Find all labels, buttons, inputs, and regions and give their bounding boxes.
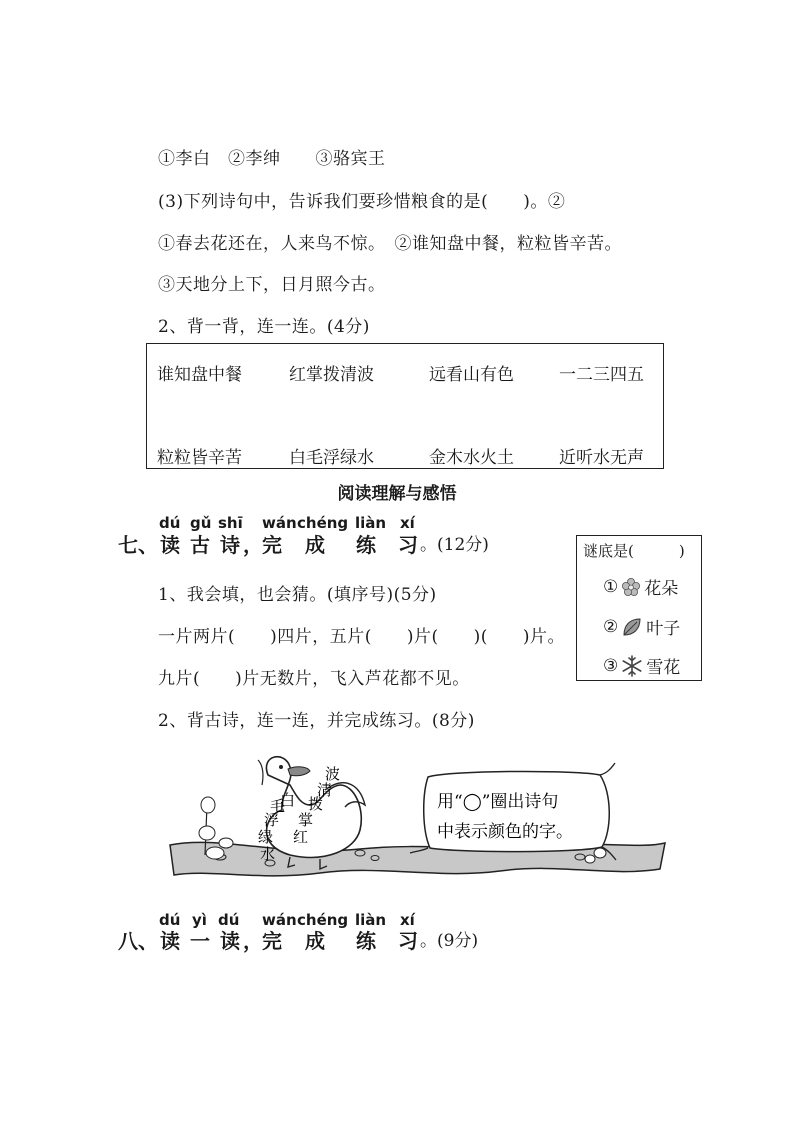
sec8-pinyin: dú yì dú wán chéng liàn xí bbox=[159, 911, 415, 929]
matching-box bbox=[146, 343, 664, 469]
match-bottom-2[interactable]: 白毛浮绿水 bbox=[289, 448, 374, 468]
riddle-answer-box bbox=[576, 535, 702, 681]
s7-question-1: 1、我会填，也会猜。(填序号)(5分) bbox=[158, 585, 437, 605]
riddle-line-2: 九片( )片无数片，飞入芦花都不见。 bbox=[158, 669, 470, 689]
goose-char-ba[interactable]: 拨 bbox=[308, 795, 324, 813]
goose-char-lv[interactable]: 绿 bbox=[258, 828, 274, 846]
riddle-line-1: 一片两片( )四片，五片( )片( )( )片。 bbox=[158, 627, 566, 647]
goose-char-bai[interactable]: 白 bbox=[280, 791, 296, 809]
riddle-option-flower[interactable]: ① 花朵 bbox=[603, 576, 679, 599]
goose-char-hong[interactable]: 红 bbox=[293, 828, 309, 846]
question-2: 2、背一背，连一连。(4分) bbox=[158, 317, 370, 337]
goose-char-mao[interactable]: 毛 bbox=[270, 797, 286, 815]
match-top-4[interactable]: 一二三四五 bbox=[559, 365, 644, 385]
flower-icon bbox=[621, 577, 641, 597]
goose-char-zhang[interactable]: 掌 bbox=[298, 811, 314, 829]
sign-line-2: 中表示颜色的字。 bbox=[437, 822, 573, 842]
sec7-pinyin: dú gǔ shī wán chéng liàn xí bbox=[159, 514, 415, 532]
match-top-2[interactable]: 红掌拨清波 bbox=[289, 365, 374, 385]
poet-choices: ①李白 ②李绅 ③骆宾王 bbox=[158, 149, 386, 169]
goose-illustration bbox=[160, 745, 670, 895]
riddle-option-snow[interactable]: ③ 雪花 bbox=[603, 655, 681, 678]
option-c: ③天地分上下，日月照今古。 bbox=[158, 275, 386, 295]
goose-char-fu[interactable]: 浮 bbox=[264, 811, 280, 829]
match-top-3[interactable]: 远看山有色 bbox=[429, 365, 514, 385]
goose-char-qing[interactable]: 清 bbox=[317, 781, 333, 799]
option-a: ①春去花还在，人来鸟不惊。 ②谁知盘中餐，粒粒皆辛苦。 bbox=[158, 234, 622, 254]
section-title: 阅读理解与感悟 bbox=[337, 484, 457, 504]
s7-question-2: 2、背古诗，连一连，并完成练习。(8分) bbox=[158, 711, 475, 731]
match-bottom-4[interactable]: 近听水无声 bbox=[559, 448, 644, 468]
leaf-icon bbox=[621, 616, 643, 638]
sign-line-1: 用“◯”圈出诗句 bbox=[437, 792, 559, 812]
goose-char-shui[interactable]: 水 bbox=[260, 845, 276, 863]
riddle-option-leaf[interactable]: ② 叶子 bbox=[603, 616, 681, 639]
snowflake-icon bbox=[621, 655, 643, 677]
match-bottom-3[interactable]: 金木水火土 bbox=[429, 448, 514, 468]
goose-char-bo[interactable]: 波 bbox=[325, 765, 341, 783]
match-top-1[interactable]: 谁知盘中餐 bbox=[157, 365, 242, 385]
riddle-title: 谜底是( ) bbox=[583, 542, 685, 560]
question-3: (3)下列诗句中，告诉我们要珍惜粮食的是( )。② bbox=[158, 192, 566, 212]
sec7-heading: 七、 读 古 诗 ， 完 成 练 习 。(12分) bbox=[118, 533, 489, 557]
sec8-heading: 八、 读 一 读 ， 完 成 练 习 。(9分) bbox=[118, 929, 479, 953]
match-bottom-1[interactable]: 粒粒皆辛苦 bbox=[157, 448, 242, 468]
